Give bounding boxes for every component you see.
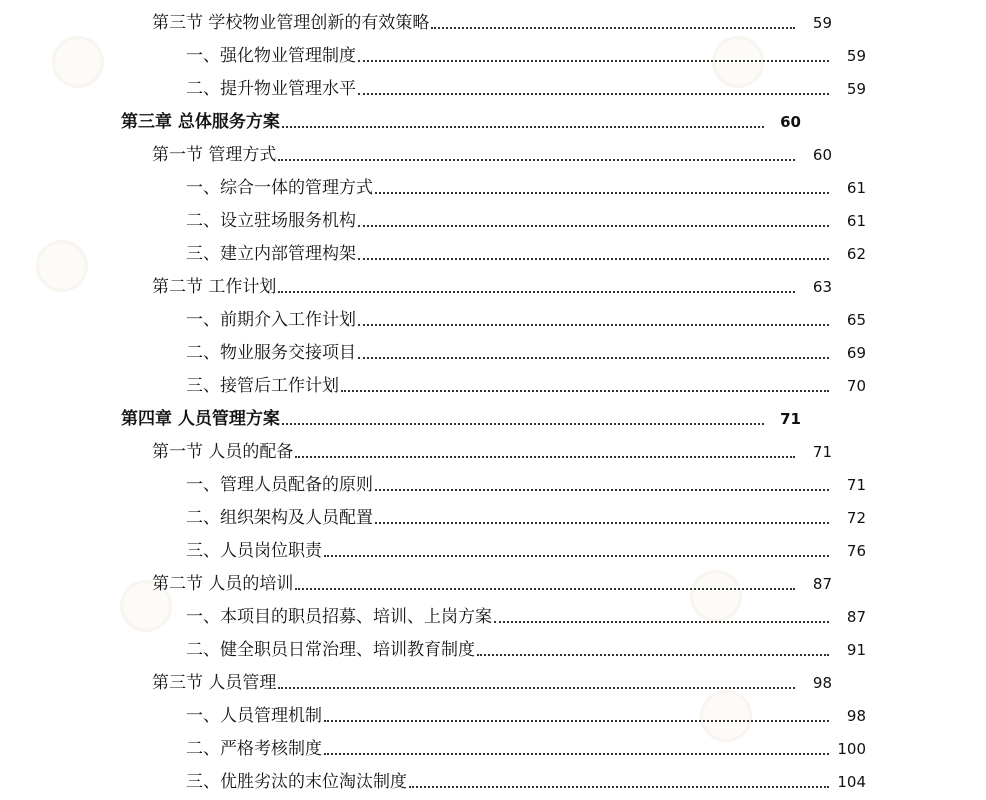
toc-leader-dots <box>324 555 829 557</box>
toc-entry[interactable] <box>0 297 986 330</box>
toc-entry-title: 第四章 人员管理方案 <box>121 409 280 429</box>
toc-leader-dots <box>375 489 829 491</box>
toc-entry-title: 二、健全职员日常治理、培训教育制度 <box>186 640 475 660</box>
toc-leader-dots <box>278 687 795 689</box>
toc-entry-title: 一、综合一体的管理方式 <box>186 178 373 198</box>
toc-entry[interactable] <box>0 627 986 660</box>
toc-leader-dots <box>358 93 829 95</box>
toc-leader-dots <box>477 654 829 656</box>
toc-entry[interactable] <box>0 165 986 198</box>
toc-entry-page: 70 <box>846 377 866 395</box>
toc-entry-page: 61 <box>846 212 866 230</box>
toc-entry[interactable] <box>0 33 986 66</box>
toc-entry-title: 三、接管后工作计划 <box>186 376 339 396</box>
toc-entry-title: 第三节 学校物业管理创新的有效策略 <box>152 13 430 33</box>
toc-entry-title: 二、设立驻场服务机构 <box>186 211 356 231</box>
toc-entry-title: 第三节 人员管理 <box>152 673 277 693</box>
toc-leader-dots <box>358 225 829 227</box>
toc-entry-title: 一、人员管理机制 <box>186 706 322 726</box>
toc-leader-dots <box>358 258 829 260</box>
toc-entry-page: 87 <box>812 575 832 593</box>
toc-entry-title: 二、组织架构及人员配置 <box>186 508 373 528</box>
toc-entry-page: 71 <box>812 443 832 461</box>
toc-leader-dots <box>358 357 829 359</box>
toc-entry-page: 65 <box>846 311 866 329</box>
toc-leader-dots <box>278 159 795 161</box>
toc-entry[interactable] <box>0 66 986 99</box>
toc-entry-page: 69 <box>846 344 866 362</box>
toc-entry-page: 87 <box>846 608 866 626</box>
toc-entry-page: 100 <box>837 740 866 758</box>
toc-entry[interactable] <box>0 363 986 396</box>
toc-entry-page: 91 <box>846 641 866 659</box>
toc-entry-page: 76 <box>846 542 866 560</box>
toc-entry-page: 59 <box>812 14 832 32</box>
toc-entry-title: 一、本项目的职员招募、培训、上岗方案 <box>186 607 492 627</box>
toc-entry-title: 一、管理人员配备的原则 <box>186 475 373 495</box>
toc-entry-title: 三、优胜劣汰的末位淘汰制度 <box>186 772 407 792</box>
toc-entry-page: 71 <box>780 410 801 428</box>
toc-entry-page: 60 <box>812 146 832 164</box>
toc-entry-page: 59 <box>846 80 866 98</box>
toc-entry-page: 60 <box>780 113 801 131</box>
toc-entry[interactable] <box>0 594 986 627</box>
toc-entry-page: 98 <box>846 707 866 725</box>
toc-leader-dots <box>295 456 795 458</box>
toc-leader-dots <box>278 291 795 293</box>
toc-entry-page: 98 <box>812 674 832 692</box>
toc-entry[interactable] <box>0 759 986 792</box>
toc-leader-dots <box>375 192 829 194</box>
toc-leader-dots <box>358 60 829 62</box>
toc-entry-title: 二、物业服务交接项目 <box>186 343 356 363</box>
toc-entry-title: 第一节 管理方式 <box>152 145 277 165</box>
toc-leader-dots <box>431 27 795 29</box>
toc-entry-page: 104 <box>837 773 866 791</box>
toc-entry[interactable] <box>0 660 952 693</box>
toc-entry-title: 一、强化物业管理制度 <box>186 46 356 66</box>
toc-leader-dots <box>341 390 829 392</box>
toc-entry[interactable] <box>0 726 986 759</box>
toc-leader-dots <box>358 324 829 326</box>
toc-leader-dots <box>409 786 829 788</box>
toc-leader-dots <box>295 588 795 590</box>
toc-entry[interactable] <box>0 561 952 594</box>
toc-entry-page: 61 <box>846 179 866 197</box>
toc-entry[interactable] <box>0 693 986 726</box>
toc-chapter-entry[interactable] <box>0 396 921 429</box>
toc-leader-dots <box>282 423 764 425</box>
toc-entry-page: 71 <box>846 476 866 494</box>
toc-entry[interactable] <box>0 330 986 363</box>
toc-entry-title: 三、人员岗位职责 <box>186 541 322 561</box>
toc-entry-page: 72 <box>846 509 866 527</box>
toc-entry-page: 63 <box>812 278 832 296</box>
toc-entry[interactable] <box>0 495 986 528</box>
toc-entry-title: 第二节 人员的培训 <box>152 574 294 594</box>
toc-entry-title: 第二节 工作计划 <box>152 277 277 297</box>
toc-entry-title: 二、提升物业管理水平 <box>186 79 356 99</box>
toc-entry-title: 第三章 总体服务方案 <box>121 112 280 132</box>
toc-entry[interactable] <box>0 231 986 264</box>
toc-entry-title: 三、建立内部管理构架 <box>186 244 356 264</box>
toc-entry[interactable] <box>0 264 952 297</box>
toc-entry-page: 62 <box>846 245 866 263</box>
toc-leader-dots <box>282 126 764 128</box>
toc-entry-title: 第一节 人员的配备 <box>152 442 294 462</box>
toc-leader-dots <box>494 621 829 623</box>
toc-entry[interactable] <box>0 132 952 165</box>
toc-entry[interactable] <box>0 0 952 33</box>
toc-entry[interactable] <box>0 198 986 231</box>
toc-entry-title: 二、严格考核制度 <box>186 739 322 759</box>
toc-leader-dots <box>375 522 829 524</box>
toc-entry-page: 59 <box>846 47 866 65</box>
toc-entry[interactable] <box>0 528 986 561</box>
toc-leader-dots <box>324 753 829 755</box>
toc-entry-title: 一、前期介入工作计划 <box>186 310 356 330</box>
toc-entry[interactable] <box>0 462 986 495</box>
toc-entry[interactable] <box>0 429 952 462</box>
toc-leader-dots <box>324 720 829 722</box>
toc-chapter-entry[interactable] <box>0 99 921 132</box>
